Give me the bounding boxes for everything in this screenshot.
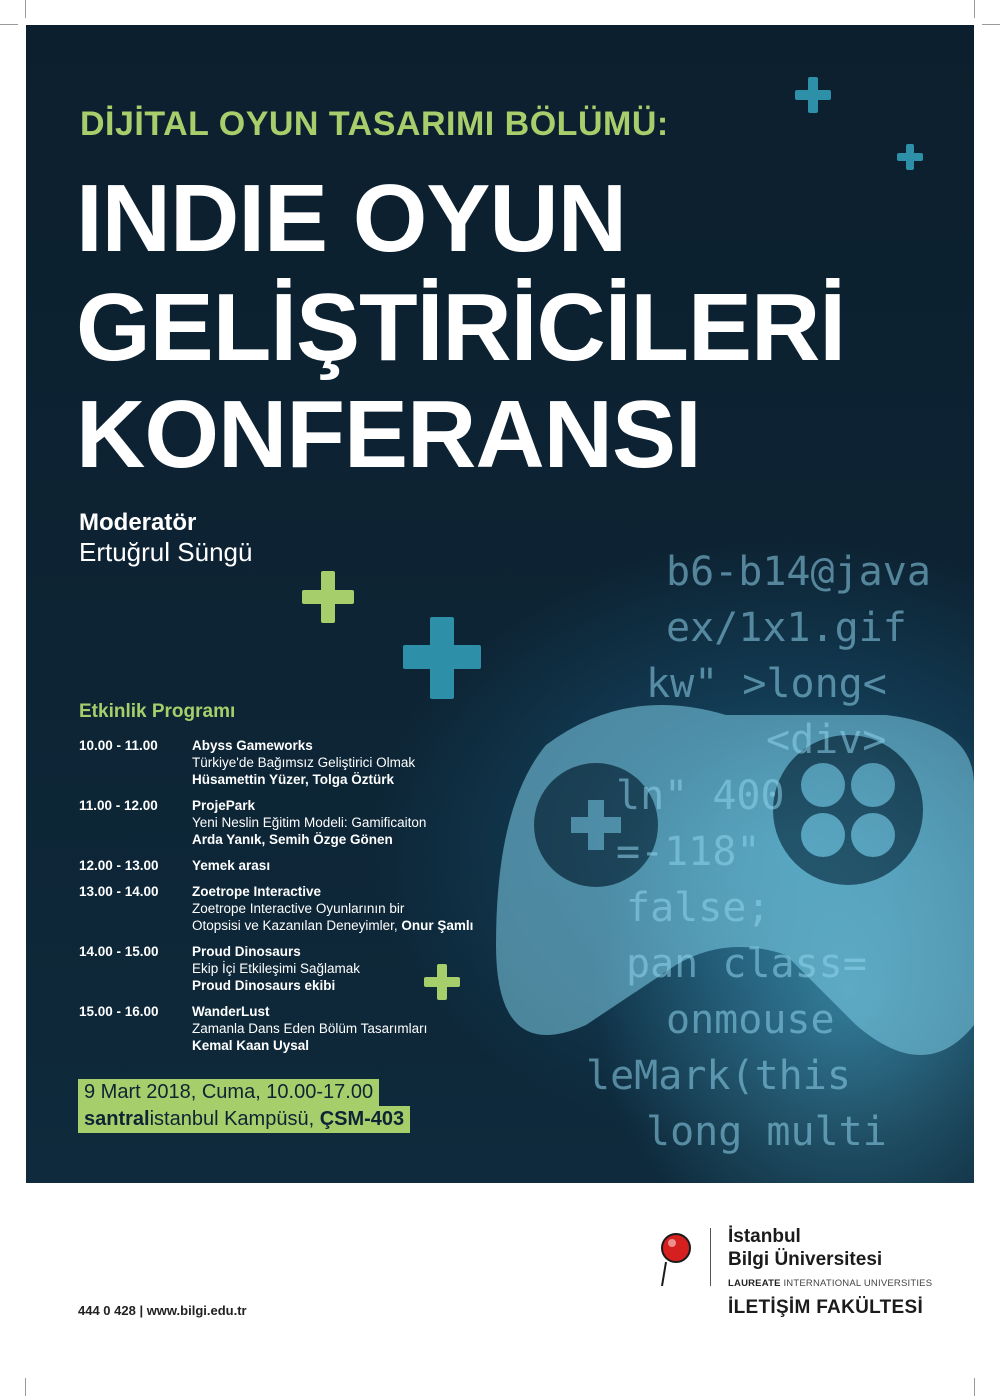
university-name-line2: Bilgi Üniversitesi (728, 1249, 883, 1270)
session-time: 10.00 - 11.00 (79, 738, 158, 753)
session-topic-cont: Otopsisi ve Kazanılan Deneyimler, (192, 918, 398, 933)
session-topic: Yeni Neslin Eğitim Modeli: Gamificaiton (192, 815, 427, 830)
venue-room: ÇSM-403 (319, 1108, 405, 1130)
session-topic: Ekip İçi Etkileşimi Sağlamak (192, 961, 361, 976)
moderator-name: Ertuğrul Süngü (79, 537, 253, 567)
session-topic: Zamanla Dans Eden Bölüm Tasarımları (192, 1021, 428, 1036)
title-line-1: INDIE OYUN (76, 165, 627, 272)
faculty-name: İLETİŞİM FAKÜLTESİ (728, 1297, 924, 1318)
session-time: 11.00 - 12.00 (79, 798, 158, 813)
code-line: b6-b14@java (666, 549, 931, 595)
session-org: Zoetrope Interactive (192, 884, 322, 899)
session-time: 13.00 - 14.00 (79, 884, 159, 899)
logo-divider (710, 1228, 711, 1286)
code-line: leMark(this (586, 1053, 851, 1099)
session-org: WanderLust (192, 1004, 270, 1019)
laureate-text: INTERNATIONAL UNIVERSITIES (783, 1278, 933, 1289)
code-line: =-118" (616, 829, 761, 875)
title-line-2: GELİŞTİRİCİLERİ (76, 274, 846, 381)
university-name-line1: İstanbul (728, 1226, 801, 1247)
moderator-label: Moderatör (79, 509, 197, 536)
code-line: ln" 400 (616, 773, 785, 819)
session-org: Abyss Gameworks (192, 738, 313, 753)
session-speakers: Onur Şamlı (401, 918, 474, 933)
crop-mark (974, 1378, 975, 1396)
session-time: 15.00 - 16.00 (79, 1004, 159, 1019)
plus-icon (302, 571, 354, 623)
crop-mark (0, 24, 18, 25)
department-subtitle: DİJİTAL OYUN TASARIMI BÖLÜMÜ: (80, 105, 669, 143)
session-org: Yemek arası (192, 858, 271, 873)
session-org: ProjePark (192, 798, 256, 813)
session-org: Proud Dinosaurs (192, 944, 301, 959)
event-info (78, 1079, 410, 1133)
crop-mark (982, 24, 1000, 25)
university-logo-icon (656, 1228, 696, 1290)
session-speakers: Proud Dinosaurs ekibi (192, 978, 336, 993)
event-venue (78, 1106, 410, 1133)
event-date: 9 Mart 2018, Cuma, 10.00-17.00 (78, 1079, 379, 1106)
session-speakers: Hüsamettin Yüzer, Tolga Öztürk (192, 772, 395, 787)
code-line: onmouse (666, 997, 835, 1043)
plus-icon (795, 77, 831, 113)
laureate-tagline (728, 1278, 932, 1289)
code-line: kw" >long< (646, 661, 887, 707)
title-line-3: KONFERANSI (76, 381, 701, 488)
session-speakers: Arda Yanık, Semih Özge Gönen (192, 832, 393, 847)
venue-name: istanbul Kampüsü, (149, 1108, 315, 1130)
crop-mark (25, 0, 26, 18)
laureate-brand: LAUREATE (728, 1278, 781, 1289)
session-speakers: Kemal Kaan Uysal (192, 1038, 310, 1053)
plus-icon (403, 617, 481, 699)
code-line: long multi (646, 1109, 887, 1155)
code-line: false; (626, 885, 771, 931)
crop-mark (25, 1378, 26, 1396)
contact-info: 444 0 428 | www.bilgi.edu.tr (78, 1303, 247, 1318)
session-topic: Zoetrope Interactive Oyunlarının bir (192, 901, 405, 916)
poster (26, 25, 974, 1183)
session-time: 12.00 - 13.00 (79, 858, 159, 873)
code-line: <div> (766, 717, 887, 763)
program-title: Etkinlik Programı (79, 701, 236, 722)
session-topic: Türkiye'de Bağımsız Geliştirici Olmak (192, 755, 416, 770)
crop-mark (974, 0, 975, 18)
session-time: 14.00 - 15.00 (79, 944, 159, 959)
code-line: pan class= (626, 941, 867, 987)
code-line: ex/1x1.gif (666, 605, 907, 651)
plus-icon (897, 144, 923, 170)
venue-brand: santral (84, 1108, 150, 1130)
